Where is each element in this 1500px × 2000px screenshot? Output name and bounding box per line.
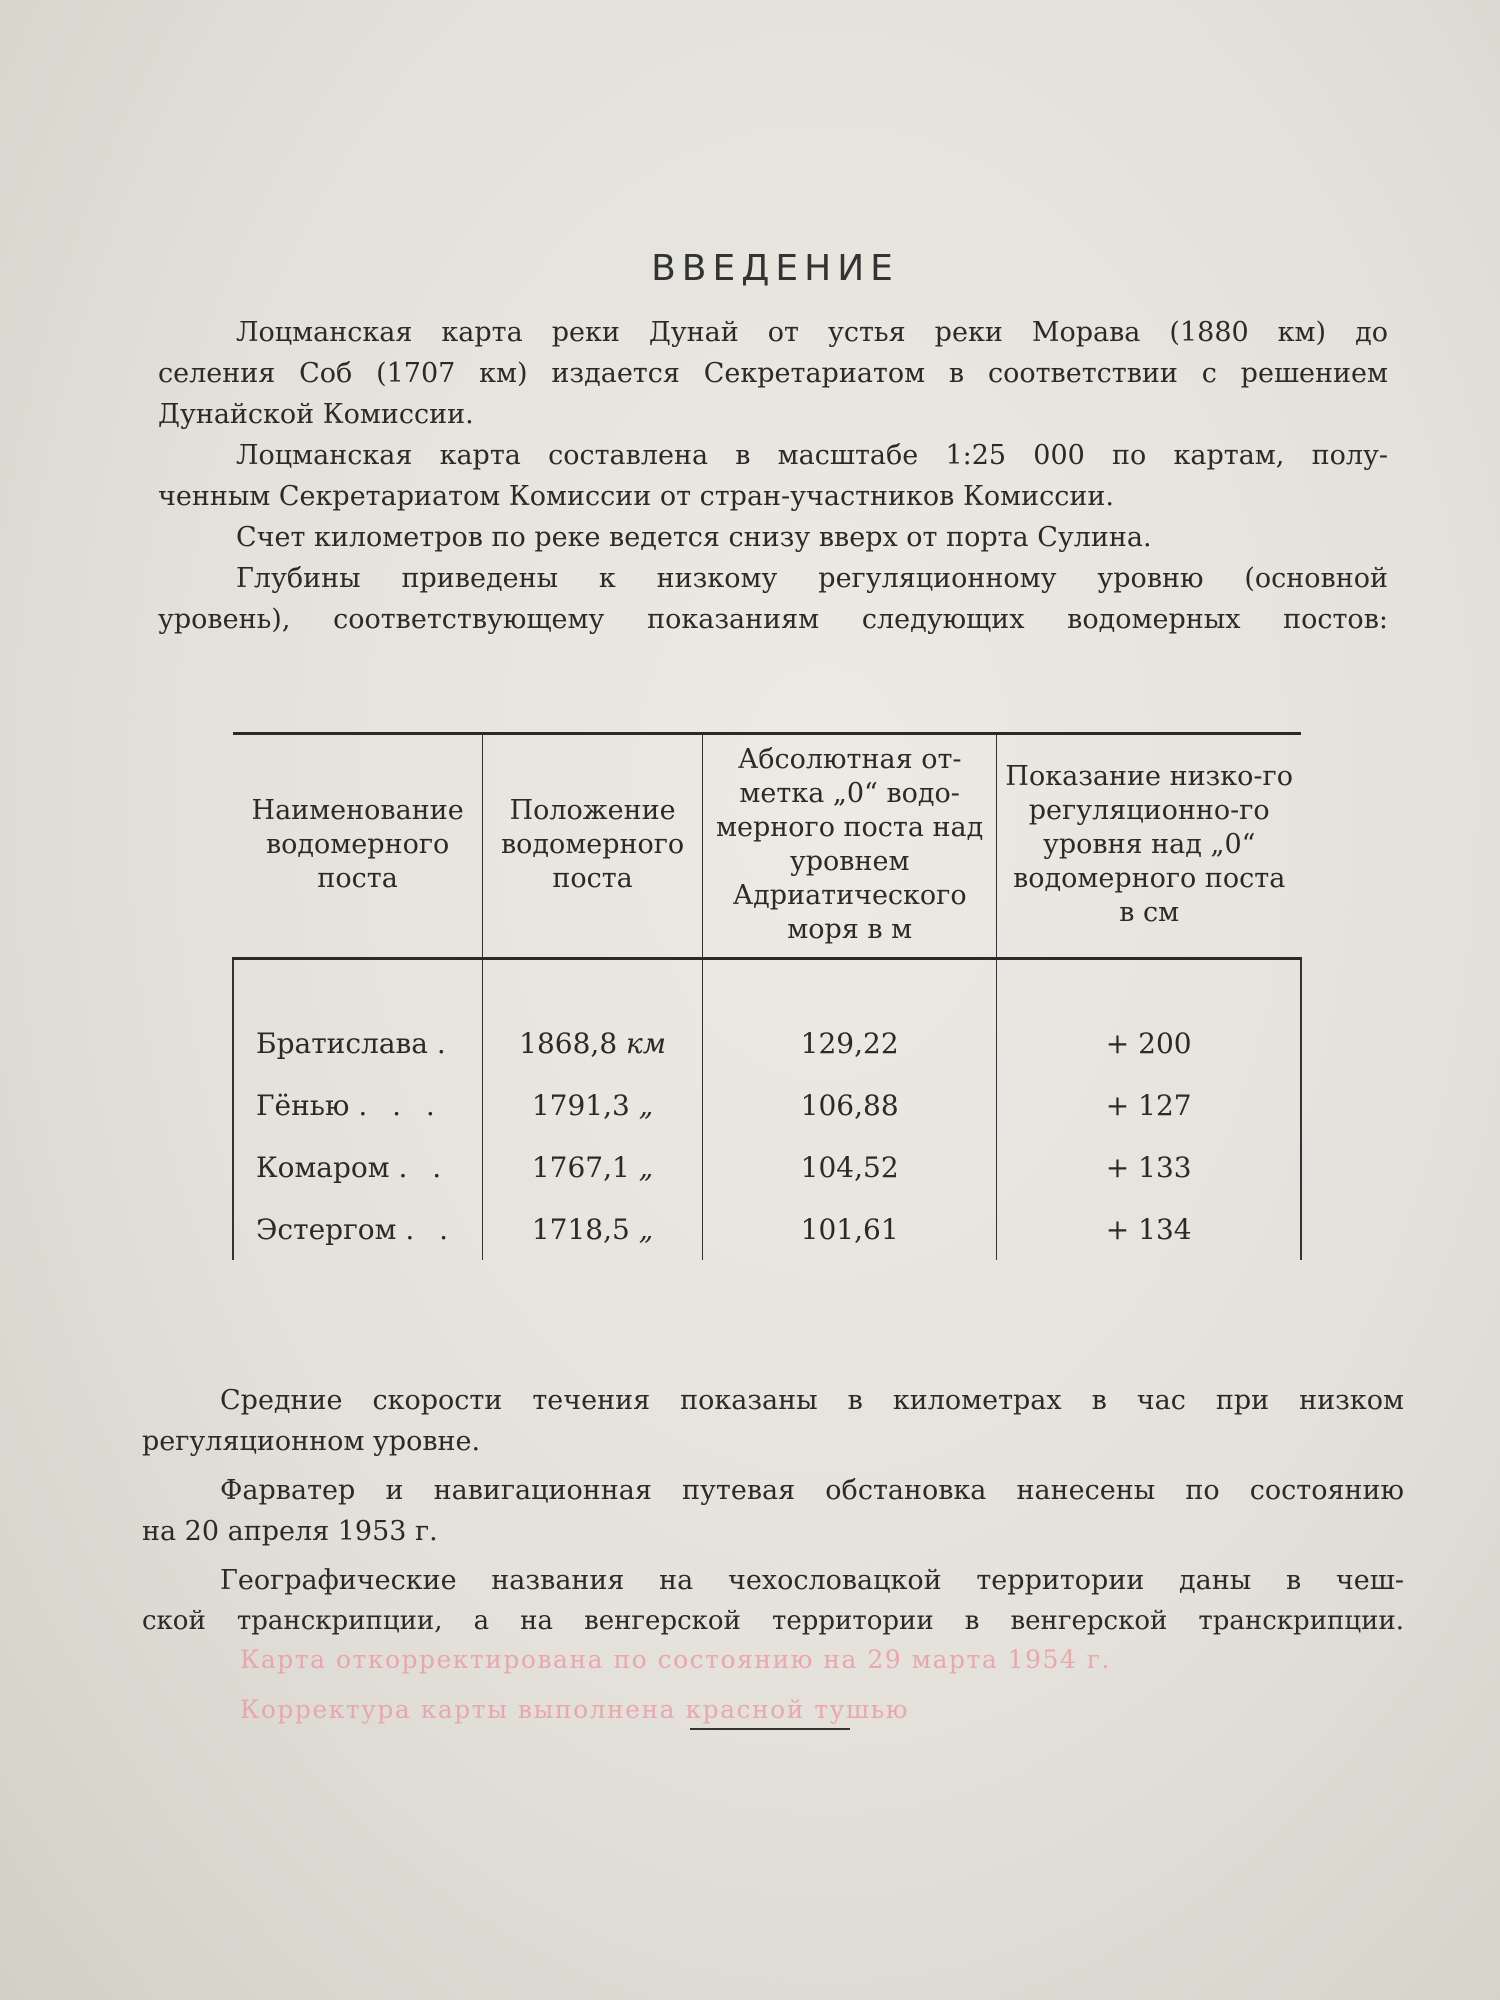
table-row [233,1074,1301,1136]
text-line: ской транскрипции, а на венгерской территории в венгерской транскрипции. [142,1606,1404,1636]
correction-stamp-line-1: Карта откорректирована по состоянию на 29 марта 1954 г. [240,1645,1111,1674]
text-line: уровень), соответствующему показаниям следующих водомерных постов: [158,604,1388,635]
post-name-cell: Братислава . [256,1026,454,1060]
post-altitude-cell: 104,52 [702,1136,996,1198]
pen-underline [690,1728,850,1730]
table-row [233,1198,1301,1260]
post-name-cell: Гёнью . . . [256,1088,443,1122]
post-position-cell: 1767,1 „ [483,1136,703,1198]
post-position-cell: 1718,5 „ [483,1198,703,1260]
text-line: Лоцманская карта реки Дунай от устья реки Морава (1880 км) до [236,317,1388,348]
intro-text [158,312,1388,640]
post-altitude-cell: 129,22 [702,959,996,1075]
text-line: на 20 апреля 1953 г. [142,1516,438,1547]
text-line: Дунайской Комиссии. [158,399,474,430]
post-name-cell: Эстергом . . [256,1212,457,1246]
post-reading-cell: + 134 [997,1198,1301,1260]
text-line: ченным Секретариатом Комиссии от стран-участников Комиссии. [158,481,1114,512]
text-line: регуляционном уровне. [142,1426,481,1457]
text-line: Лоцманская карта составлена в масштабе 1:25 000 по картам, полу- [236,440,1388,471]
text-line: Глубины приведены к низкому регуляционному уровню (основной [236,563,1388,594]
table-header-row [233,734,1301,959]
post-reading-cell: + 127 [997,1074,1301,1136]
post-reading-cell: + 133 [997,1136,1301,1198]
text-line: Счет километров по реке ведется снизу вверх от порта Сулина. [236,522,1152,553]
header-absolute-mark: Абсолютная от-метка „0“ водо-мерного поста над уровнем Адриатического моря в м [702,734,996,959]
header-low-level-reading: Показание низко-го регуляционно-го уровня над „0“ водомерного поста в см [997,734,1301,959]
post-position-cell: 1868,8 км [483,959,703,1075]
page-title: ВВЕДЕНИЕ [651,248,899,289]
post-position-cell: 1791,3 „ [483,1074,703,1136]
text-line: Средние скорости течения показаны в километрах в час при низком [220,1385,1404,1416]
header-post-name: Наименование водомерного поста [233,734,483,959]
text-line: селения Соб (1707 км) издается Секретариатом в соответствии с решением [158,358,1388,389]
outro-text [142,1380,1404,1642]
text-line: Географические названия на чехословацкой территории даны в чеш- [220,1565,1404,1596]
post-name-cell: Комаром . . [256,1150,450,1184]
text-line: Фарватер и навигационная путевая обстановка нанесены по состоянию [220,1475,1404,1506]
gauge-posts-table [232,732,1302,1260]
table-row [233,959,1301,1075]
table-row [233,1136,1301,1198]
post-altitude-cell: 101,61 [702,1198,996,1260]
correction-stamp-line-2: Корректура карты выполнена красной тушью [240,1695,909,1724]
header-post-position: Положение водомерного поста [483,734,703,959]
post-reading-cell: + 200 [997,959,1301,1075]
post-altitude-cell: 106,88 [702,1074,996,1136]
